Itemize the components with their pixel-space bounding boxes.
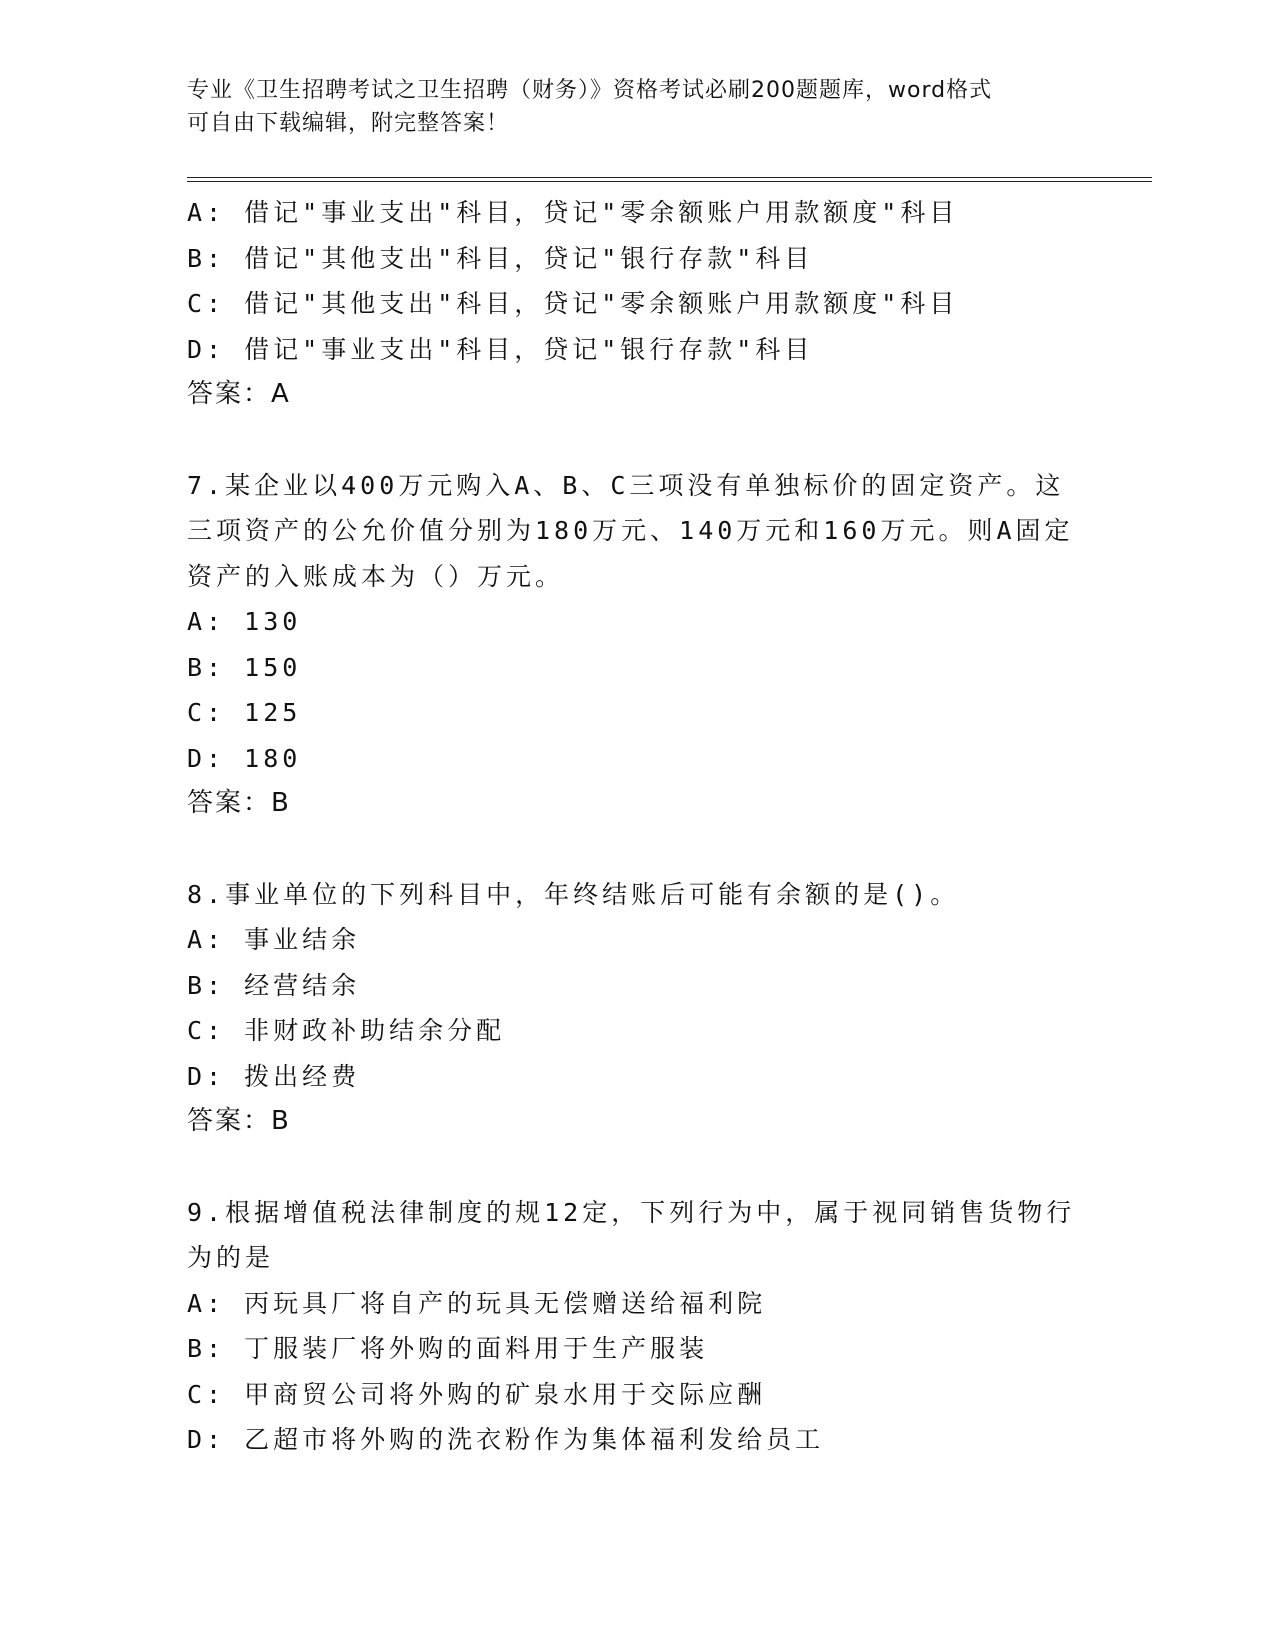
question-stem: 9.根据增值税法律制度的规12定，下列行为中，属于视同销售货物行 [187,1197,1076,1227]
spacer [187,827,1087,872]
option-a: A: 丙玩具厂将自产的玩具无偿赠送给福利院 [187,1288,767,1318]
question-stem: 三项资产的公允价值分别为180万元、140万元和160万元。则A固定 [187,516,1074,545]
option-d: D: 180 [187,743,302,773]
question-stem: 7.某企业以400万元购入A、B、C三项没有单独标价的固定资产。这 [187,470,1065,500]
answer: 答案：B [187,1106,291,1136]
option-c: C: 非财政补助结余分配 [187,1016,506,1045]
option-c: C: 借记"其他支出"科目，贷记"零余额账户用款额度"科目 [187,289,959,318]
option-b: B: 经营结余 [187,970,361,1000]
option-d: D: 乙超市将外购的洗衣粉作为集体福利发给员工 [187,1425,825,1454]
answer: 答案：B [187,788,291,818]
question-6 [187,190,1087,418]
document-header [187,74,1067,140]
option-c: C: 125 [187,698,302,727]
question-list [187,190,1087,1463]
question-stem: 为的是 [187,1243,275,1272]
option-a: A: 事业结余 [187,925,361,954]
header-divider-bottom [187,181,1152,182]
spacer [187,418,1087,463]
question-8 [187,872,1087,1145]
header-divider-top [187,177,1152,178]
option-d: D: 拨出经费 [187,1061,361,1091]
option-a: A: 130 [187,607,302,636]
question-stem: 资产的入账成本为（）万元。 [187,561,565,591]
option-d: D: 借记"事业支出"科目，贷记"银行存款"科目 [187,334,814,364]
header-title-line-2: 可自由下载编辑，附完整答案！ [187,111,510,136]
question-7 [187,463,1087,827]
question-stem: 8.事业单位的下列科目中，年终结账后可能有余额的是()。 [187,879,960,909]
question-9 [187,1190,1087,1463]
option-c: C: 甲商贸公司将外购的矿泉水用于交际应酬 [187,1379,767,1409]
option-b: B: 150 [187,652,302,682]
spacer [187,1145,1087,1190]
option-a: A: 借记"事业支出"科目，贷记"零余额账户用款额度"科目 [187,198,959,227]
option-b: B: 丁服装厂将外购的面料用于生产服装 [187,1334,709,1363]
answer: 答案：A [187,379,291,409]
option-b: B: 借记"其他支出"科目，贷记"银行存款"科目 [187,243,814,273]
header-title-line-1: 专业《卫生招聘考试之卫生招聘（财务）》资格考试必刷200题题库，word格式 [187,78,993,103]
